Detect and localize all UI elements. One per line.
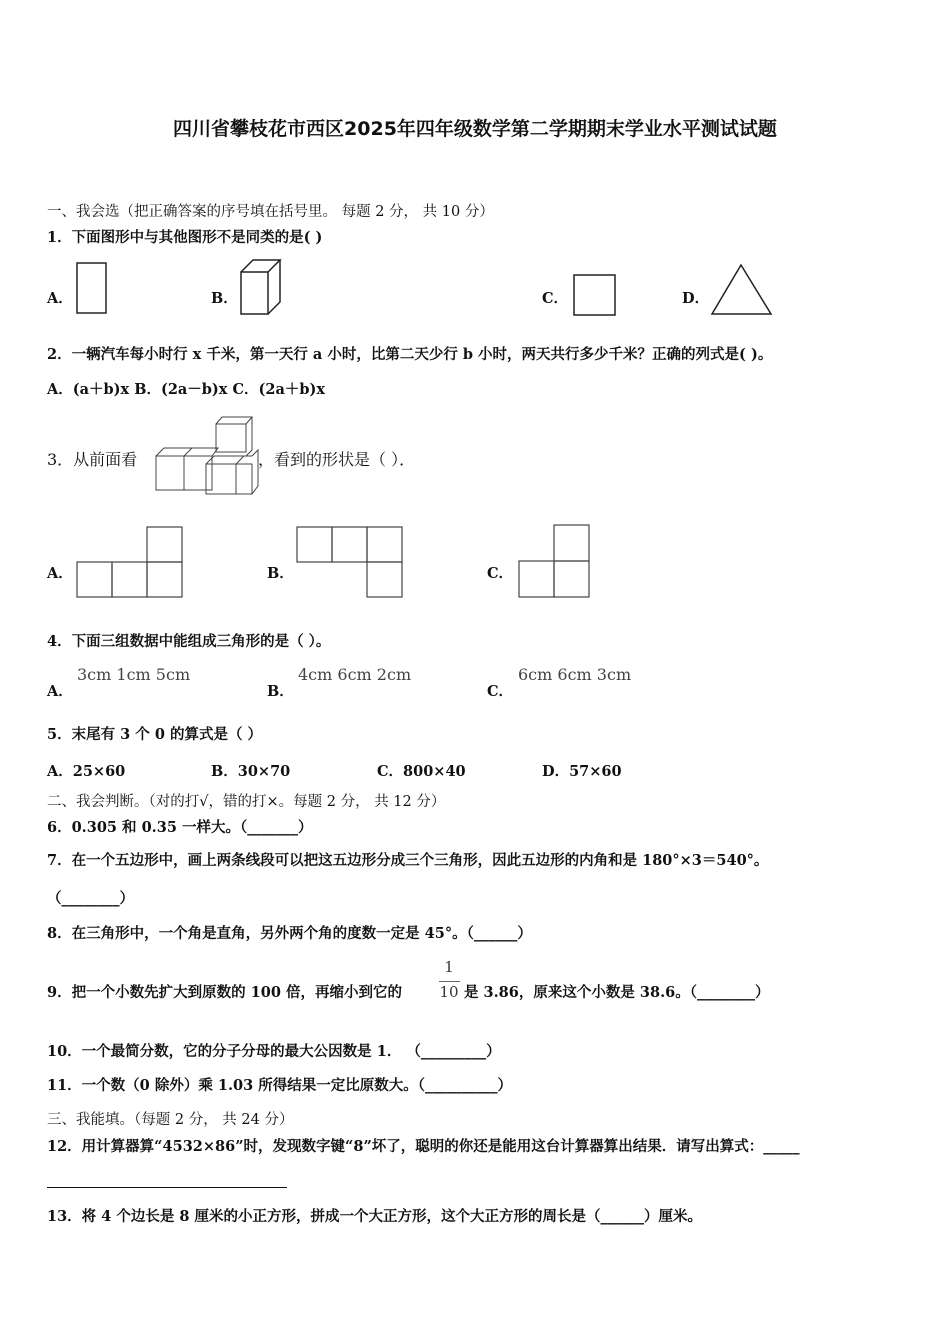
q1-option-a-label: A． bbox=[47, 290, 73, 307]
q4-option-a-label: A． bbox=[47, 683, 73, 700]
q7-text: 7．在一个五边形中，画上两条线段可以把这五边形分成三个三角形，因此五边形的内角和是 180°×3＝540°。 bbox=[47, 852, 769, 869]
q2-options: A．(a＋b)x B．(2a－b)x C．(2a＋b)x bbox=[47, 381, 326, 398]
q3-option-a-figure bbox=[76, 525, 184, 599]
q13-text: 13．将 4 个边长是 8 厘米的小正方形，拼成一个大正方形，这个大正方形的周长是（______）厘米。 bbox=[47, 1208, 703, 1225]
q11-text: 11．一个数（0 除外）乘 1.03 所得结果一定比原数大。（__________） bbox=[47, 1077, 512, 1094]
q4-option-a-lengths: 3cm 1cm 5cm bbox=[77, 665, 191, 684]
q10-text: 10．一个最简分数，它的分子分母的最大公因数是 1． （_________） bbox=[47, 1043, 501, 1060]
q6-text: 6．0.305 和 0.35 一样大。（_______） bbox=[47, 819, 313, 836]
section1-heading: 一、我会选（把正确答案的序号填在括号里。 每题 2 分， 共 10 分） bbox=[47, 204, 494, 220]
q8-text: 8．在三角形中，一个角是直角，另外两个角的度数一定是 45°。（______） bbox=[47, 925, 532, 942]
section3-heading: 三、我能填。（每题 2 分， 共 24 分） bbox=[47, 1112, 294, 1128]
q1-square-figure bbox=[573, 274, 617, 316]
q3-prefix: 3．从前面看 bbox=[47, 450, 138, 469]
q9-fraction-denominator: 10 bbox=[439, 983, 459, 1001]
q1-rectangle-figure bbox=[76, 262, 108, 314]
q3-option-c-figure bbox=[518, 523, 592, 599]
q4-text: 4．下面三组数据中能组成三角形的是（ ）。 bbox=[47, 633, 331, 650]
q3-suffix: ，看到的形状是（ ）． bbox=[258, 450, 416, 469]
q5-option-d: D．57×60 bbox=[542, 763, 622, 780]
q4-option-c-lengths: 6cm 6cm 3cm bbox=[518, 665, 632, 684]
q1-option-d-label: D． bbox=[682, 290, 710, 307]
q5-option-a: A．25×60 bbox=[47, 763, 126, 780]
q1-cuboid-figure bbox=[240, 258, 282, 316]
q3-option-b-figure bbox=[296, 525, 404, 599]
q4-option-c-label: C． bbox=[487, 683, 514, 700]
q3-option-b-label: B． bbox=[267, 565, 294, 582]
q1-text: 1．下面图形中与其他图形不是同类的是( ) bbox=[47, 229, 323, 246]
q4-option-b-lengths: 4cm 6cm 2cm bbox=[298, 665, 412, 684]
q3-option-c-label: C． bbox=[487, 565, 514, 582]
q12-answer-line bbox=[47, 1187, 287, 1188]
q1-option-c-label: C． bbox=[542, 290, 569, 307]
q1-triangle-figure bbox=[711, 264, 773, 316]
q9-suffix: 是 3.86，原来这个小数是 38.6。（________） bbox=[464, 984, 770, 1001]
q9-prefix: 9．把一个小数先扩大到原数的 100 倍，再缩小到它的 bbox=[47, 984, 402, 1001]
q9-fraction-bar bbox=[439, 981, 460, 982]
q5-option-c: C．800×40 bbox=[377, 763, 466, 780]
q9-fraction-numerator: 1 bbox=[444, 958, 454, 976]
q7-blank: （________） bbox=[47, 890, 134, 907]
q2-text: 2．一辆汽车每小时行 x 千米，第一天行 a 小时，比第二天少行 b 小时，两天共行多少千米？正确的列式是( )。 bbox=[47, 346, 773, 363]
q4-option-b-label: B． bbox=[267, 683, 294, 700]
q1-option-b-label: B． bbox=[211, 290, 238, 307]
q12-text: 12．用计算器算“4532×86”时，发现数字键“8”坏了，聪明的你还是能用这台计算器算出结果．请写出算式：_____ bbox=[47, 1138, 800, 1155]
section2-heading: 二、我会判断。（对的打√，错的打×。每题 2 分， 共 12 分） bbox=[47, 794, 446, 810]
page-title: 四川省攀枝花市西区2025年四年级数学第二学期期末学业水平测试试题 bbox=[173, 118, 777, 140]
q5-text: 5．末尾有 3 个 0 的算式是（ ） bbox=[47, 726, 263, 743]
q3-cube-stack-figure bbox=[152, 414, 258, 496]
q5-option-b: B．30×70 bbox=[211, 763, 291, 780]
q3-option-a-label: A． bbox=[47, 565, 73, 582]
